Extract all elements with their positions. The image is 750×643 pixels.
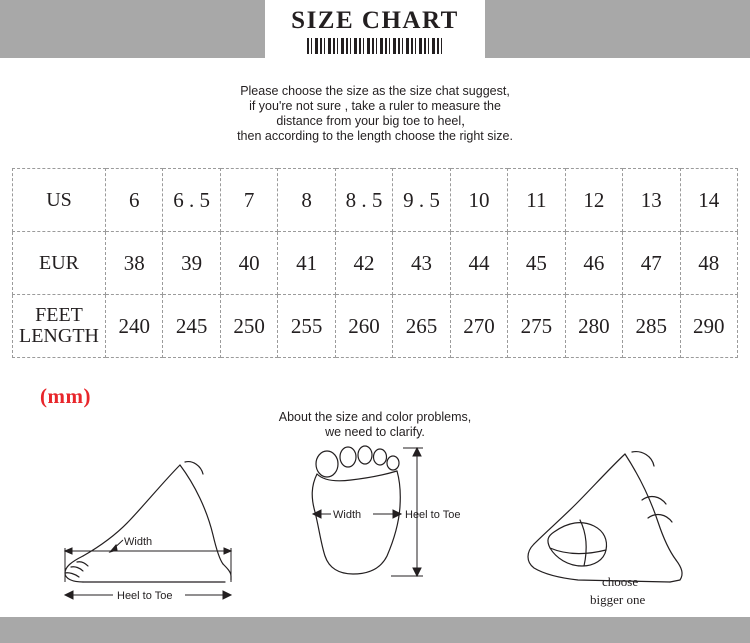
cell-eur-7: 44	[450, 232, 507, 295]
size-chart-table	[12, 168, 738, 408]
cell-us-7: 10	[450, 169, 507, 232]
foot-measuring-view	[520, 440, 740, 615]
header-title-block	[265, 0, 485, 58]
cell-eur-2: 39	[163, 232, 220, 295]
cell-eur-9: 46	[565, 232, 622, 295]
about-line-2: we need to clarify.	[325, 425, 425, 439]
cell-eur-1: 38	[106, 232, 163, 295]
row-header-eur: EUR	[13, 232, 106, 295]
cell-us-3: 7	[220, 169, 277, 232]
cell-len-1: 240	[106, 295, 163, 358]
unit-note-mm: (mm)	[40, 384, 91, 408]
row-header-feet-length: FEET LENGTH	[13, 295, 106, 358]
cell-us-1: 6	[106, 169, 163, 232]
measurement-diagrams	[0, 440, 750, 615]
barcode-icon	[307, 38, 443, 54]
about-text	[0, 410, 750, 440]
cell-len-11: 290	[680, 295, 737, 358]
about-line-1: About the size and color problems,	[278, 410, 472, 424]
cell-len-8: 275	[508, 295, 565, 358]
cell-len-4: 255	[278, 295, 335, 358]
intro-text	[0, 84, 750, 144]
cell-len-7: 270	[450, 295, 507, 358]
measuring-note-line-2: bigger one	[590, 592, 646, 607]
cell-us-6: 9 . 5	[393, 169, 450, 232]
page-title: SIZE CHART	[291, 7, 459, 34]
cell-len-3: 250	[220, 295, 277, 358]
cell-us-10: 13	[623, 169, 680, 232]
cell-us-4: 8	[278, 169, 335, 232]
table-row	[13, 295, 738, 358]
row-header-us: US	[13, 169, 106, 232]
foot-top-view	[295, 440, 495, 615]
cell-us-5: 8 . 5	[335, 169, 392, 232]
foot-side-view	[35, 440, 285, 615]
intro-line-4: then according to the length choose the right size.	[237, 129, 513, 143]
cell-len-2: 245	[163, 295, 220, 358]
footer-band	[0, 617, 750, 643]
cell-eur-5: 42	[335, 232, 392, 295]
cell-eur-11: 48	[680, 232, 737, 295]
cell-eur-10: 47	[623, 232, 680, 295]
side-view-width-label: Width	[124, 536, 153, 548]
cell-eur-4: 41	[278, 232, 335, 295]
cell-us-9: 12	[565, 169, 622, 232]
table-row	[13, 169, 738, 232]
side-view-heel-to-toe-label: Heel to Toe	[117, 590, 173, 602]
cell-us-11: 14	[680, 169, 737, 232]
cell-eur-8: 45	[508, 232, 565, 295]
cell-eur-6: 43	[393, 232, 450, 295]
cell-len-10: 285	[623, 295, 680, 358]
cell-us-2: 6 . 5	[163, 169, 220, 232]
cell-len-6: 265	[393, 295, 450, 358]
table-row	[13, 232, 738, 295]
measuring-note-line-1: choose	[602, 574, 639, 589]
top-view-heel-to-toe-label: Heel to Toe	[405, 509, 461, 521]
intro-line-1: Please choose the size as the size chat suggest,	[240, 84, 510, 98]
intro-line-2: if you're not sure , take a ruler to measure the	[249, 99, 501, 113]
cell-len-5: 260	[335, 295, 392, 358]
intro-line-3: distance from your big toe to heel，	[276, 114, 474, 128]
top-view-width-label: Width	[333, 509, 362, 521]
cell-len-9: 280	[565, 295, 622, 358]
cell-eur-3: 40	[220, 232, 277, 295]
cell-us-8: 11	[508, 169, 565, 232]
